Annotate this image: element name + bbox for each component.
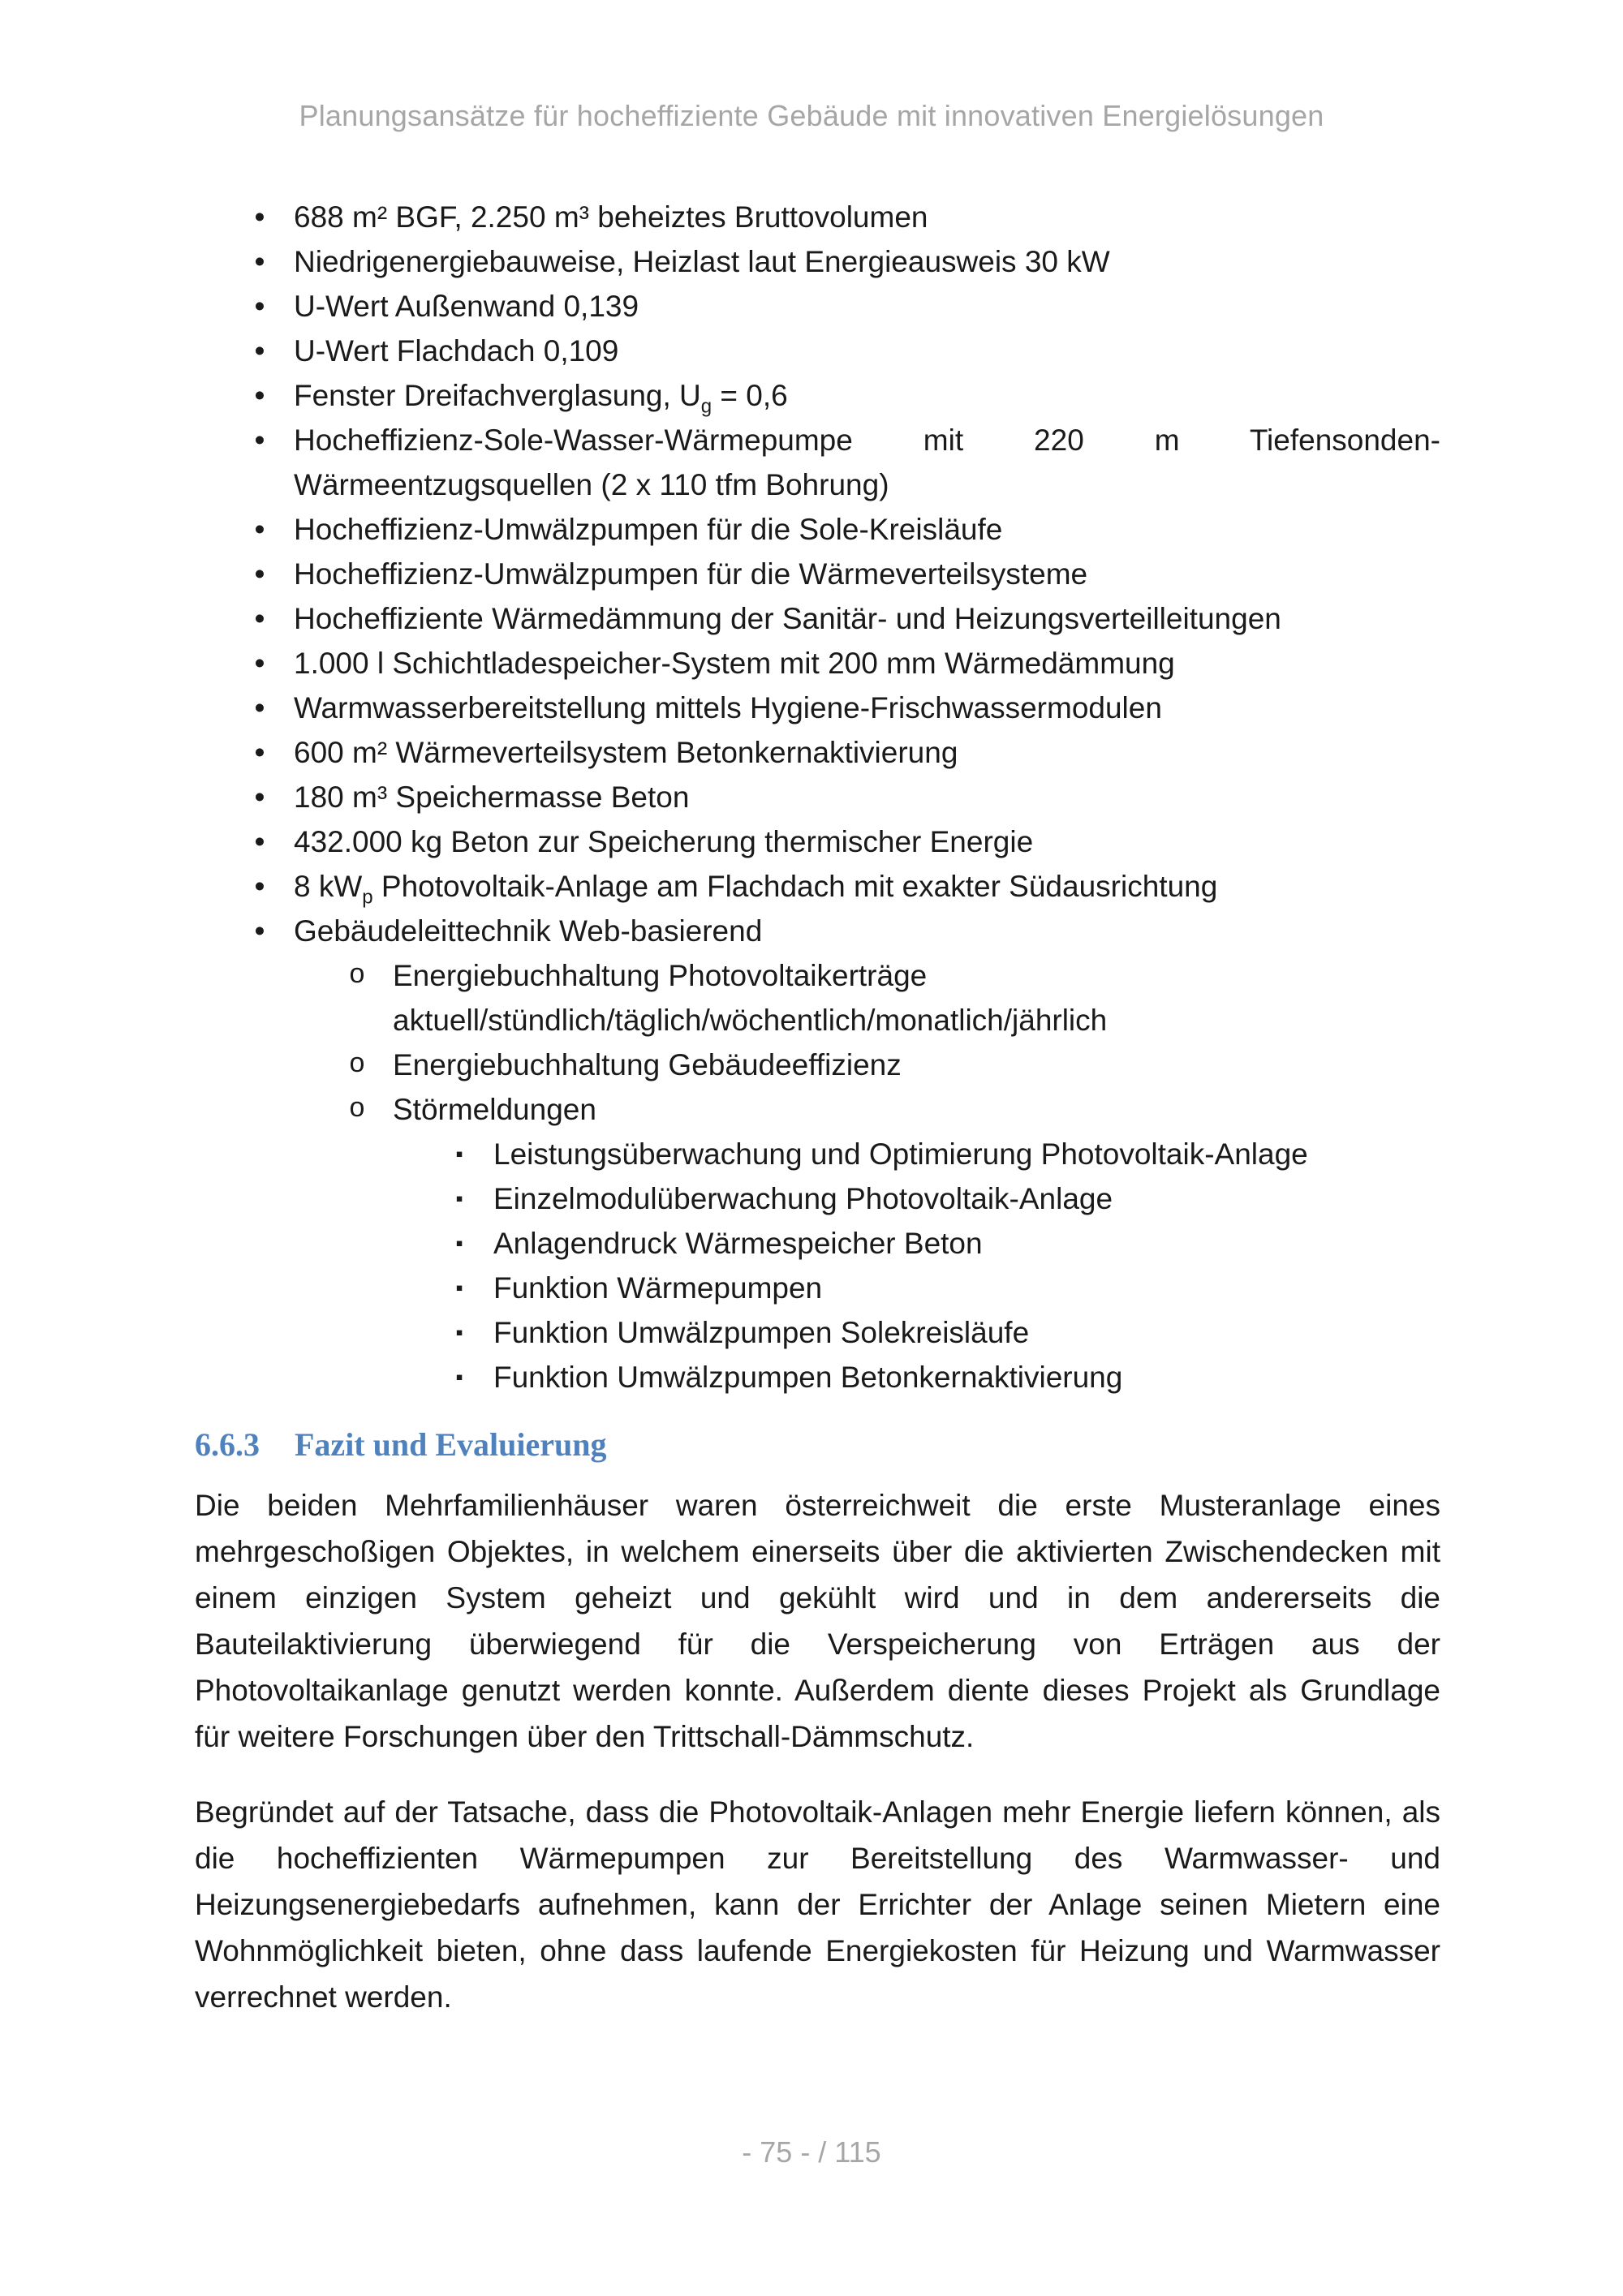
paragraph: Begründet auf der Tatsache, dass die Photovoltaik-Anlagen mehr Energie liefern können, als die hocheffizienten Wärmepumpen zur Bereitstellung des Warmwasser- und Heizungsenergiebedarfs aufnehmen, kann der Errichter der Anlage seinen Mietern eine Wohnmöglichkeit bieten, ohne dass laufende Energiekosten für Heizung und Warmwasser verrechnet werden. [195,1795,1440,2014]
square-bullet-icon: ▪ [455,1186,463,1210]
list-item: • Niedrigenergiebauweise, Heizlast laut Energieausweis 30 kW [294,239,1440,284]
sub-sub-list-item: ▪ Leistungsüberwachung und Optimierung Photovoltaik-Anlage [493,1132,1440,1176]
bullet-icon: • [254,424,265,457]
bullet-icon: • [254,736,265,769]
list-item: • 688 m² BGF, 2.250 m³ beheiztes Bruttovolumen [294,195,1440,239]
list-item: • Gebäudeleittechnik Web-basierend o Energiebuchhaltung Photovoltaikerträge aktuell/stündlich/täglich/wöchentlich/monatlich/jährlich o Energiebuchhaltung Gebäudeeffizienz o Störmeldungen ▪ Leistungsüberwachung und Optimierung Photovoltaik-Anlage ▪ Einzelmodulüberwachung Photovoltaik-Anlage ▪ Anlagendruck Wärmespeicher Beton ▪ Funktion Wärmepumpen ▪ Funktion Umwälzpumpen Solekreisläufe ▪ Funktion Umwälzpumpen Betonkernaktivierung [294,909,1440,1400]
square-bullet-icon: ▪ [455,1142,463,1166]
square-bullet-icon: ▪ [455,1275,463,1300]
list-item: • 180 m³ Speichermasse Beton [294,775,1440,819]
square-bullet-icon: ▪ [455,1231,463,1255]
sub-sub-list-item: ▪ Funktion Umwälzpumpen Betonkernaktivierung [493,1355,1440,1400]
list-item: • 600 m² Wärmeverteilsystem Betonkernaktivierung [294,730,1440,775]
list-item: • Warmwasserbereitstellung mittels Hygiene-Frischwassermodulen [294,686,1440,730]
list-item: • U-Wert Flachdach 0,109 [294,329,1440,373]
section-heading [195,1422,1440,1468]
sub-list-item: o Energiebuchhaltung Photovoltaikerträge aktuell/stündlich/täglich/wöchentlich/monatlich/jährlich [393,953,1440,1043]
page-content [195,195,1440,2049]
section-title: Fazit und Evaluierung [295,1426,607,1463]
section-number: 6.6.3 [195,1426,260,1463]
square-bullet-icon: ▪ [455,1320,463,1344]
bullet-icon: • [254,513,265,546]
list-item: • Hocheffizienz-Sole-Wasser-Wärmepumpe mit 220 m Tiefensonden- Wärmeentzugsquellen (2 x 110 tfm Bohrung) [294,418,1440,507]
bullet-icon: • [254,647,265,680]
circle-bullet-icon: o [349,1092,365,1123]
sub-list-item: o Störmeldungen ▪ Leistungsüberwachung und Optimierung Photovoltaik-Anlage ▪ Einzelmodulüberwachung Photovoltaik-Anlage ▪ Anlagendruck Wärmespeicher Beton ▪ Funktion Wärmepumpen ▪ Funktion Umwälzpumpen Solekreisläufe ▪ Funktion Umwälzpumpen Betonkernaktivierung [393,1087,1440,1400]
bullet-icon: • [254,200,265,234]
sub-sub-list [393,1132,1440,1400]
list-item: • 1.000 l Schichtladespeicher-System mit 200 mm Wärmedämmung [294,641,1440,686]
running-header: Planungsansätze für hocheffiziente Gebäude mit innovativen Energielösungen [299,99,1324,132]
circle-bullet-icon: o [349,1047,365,1078]
sub-sub-list-item: ▪ Funktion Umwälzpumpen Solekreisläufe [493,1310,1440,1355]
list-item: • Fenster Dreifachverglasung, $U_g = 0,6$ [294,373,1440,418]
bullet-icon: • [254,379,265,412]
square-bullet-icon: ▪ [455,1365,463,1389]
bullet-icon: • [254,334,265,368]
bullet-icon: • [254,602,265,635]
bullet-icon: • [254,780,265,814]
list-item: • Hocheffizienz-Umwälzpumpen für die Wärmeverteilsysteme [294,552,1440,596]
sub-sub-list-item: ▪ Einzelmodulüberwachung Photovoltaik-Anlage [493,1176,1440,1221]
bullet-icon: • [254,870,265,903]
page-number: - 75 - / 115 [742,2135,881,2169]
feature-list [195,195,1440,1400]
bullet-icon: • [254,825,265,858]
bullet-icon: • [254,557,265,591]
list-item: • 8 $kW_p$ Photovoltaik-Anlage am Flachdach mit exakter Südausrichtung [294,864,1440,909]
paragraph: Die beiden Mehrfamilienhäuser waren österreichweit die erste Musteranlage eines mehrgeschoßigen Objektes, in welchem einerseits über die aktivierten Zwischendecken mit einem einzigen System geheizt und gekühlt wird und in dem andererseits die Bauteilaktivierung überwiegend für die Verspeicherung von Erträgen aus der Photovoltaikanlage genutzt werden konnte. Außerdem diente dieses Projekt als Grundlage für weitere Forschungen über den Trittschall-Dämmschutz. [195,1489,1440,1753]
bullet-icon: • [254,914,265,948]
sub-sub-list-item: ▪ Anlagendruck Wärmespeicher Beton [493,1221,1440,1266]
list-item: • Hocheffiziente Wärmedämmung der Sanitär- und Heizungsverteilleitungen [294,596,1440,641]
sub-sub-list-item: ▪ Funktion Wärmepumpen [493,1266,1440,1310]
list-item: • 432.000 kg Beton zur Speicherung thermischer Energie [294,819,1440,864]
list-item: • Hocheffizienz-Umwälzpumpen für die Sole-Kreisläufe [294,507,1440,552]
bullet-icon: • [254,691,265,724]
circle-bullet-icon: o [349,958,365,989]
list-item: • U-Wert Außenwand 0,139 [294,284,1440,329]
bullet-icon: • [254,290,265,323]
sub-list-item: o Energiebuchhaltung Gebäudeeffizienz [393,1043,1440,1087]
sub-list [294,953,1440,1400]
bullet-icon: • [254,245,265,278]
